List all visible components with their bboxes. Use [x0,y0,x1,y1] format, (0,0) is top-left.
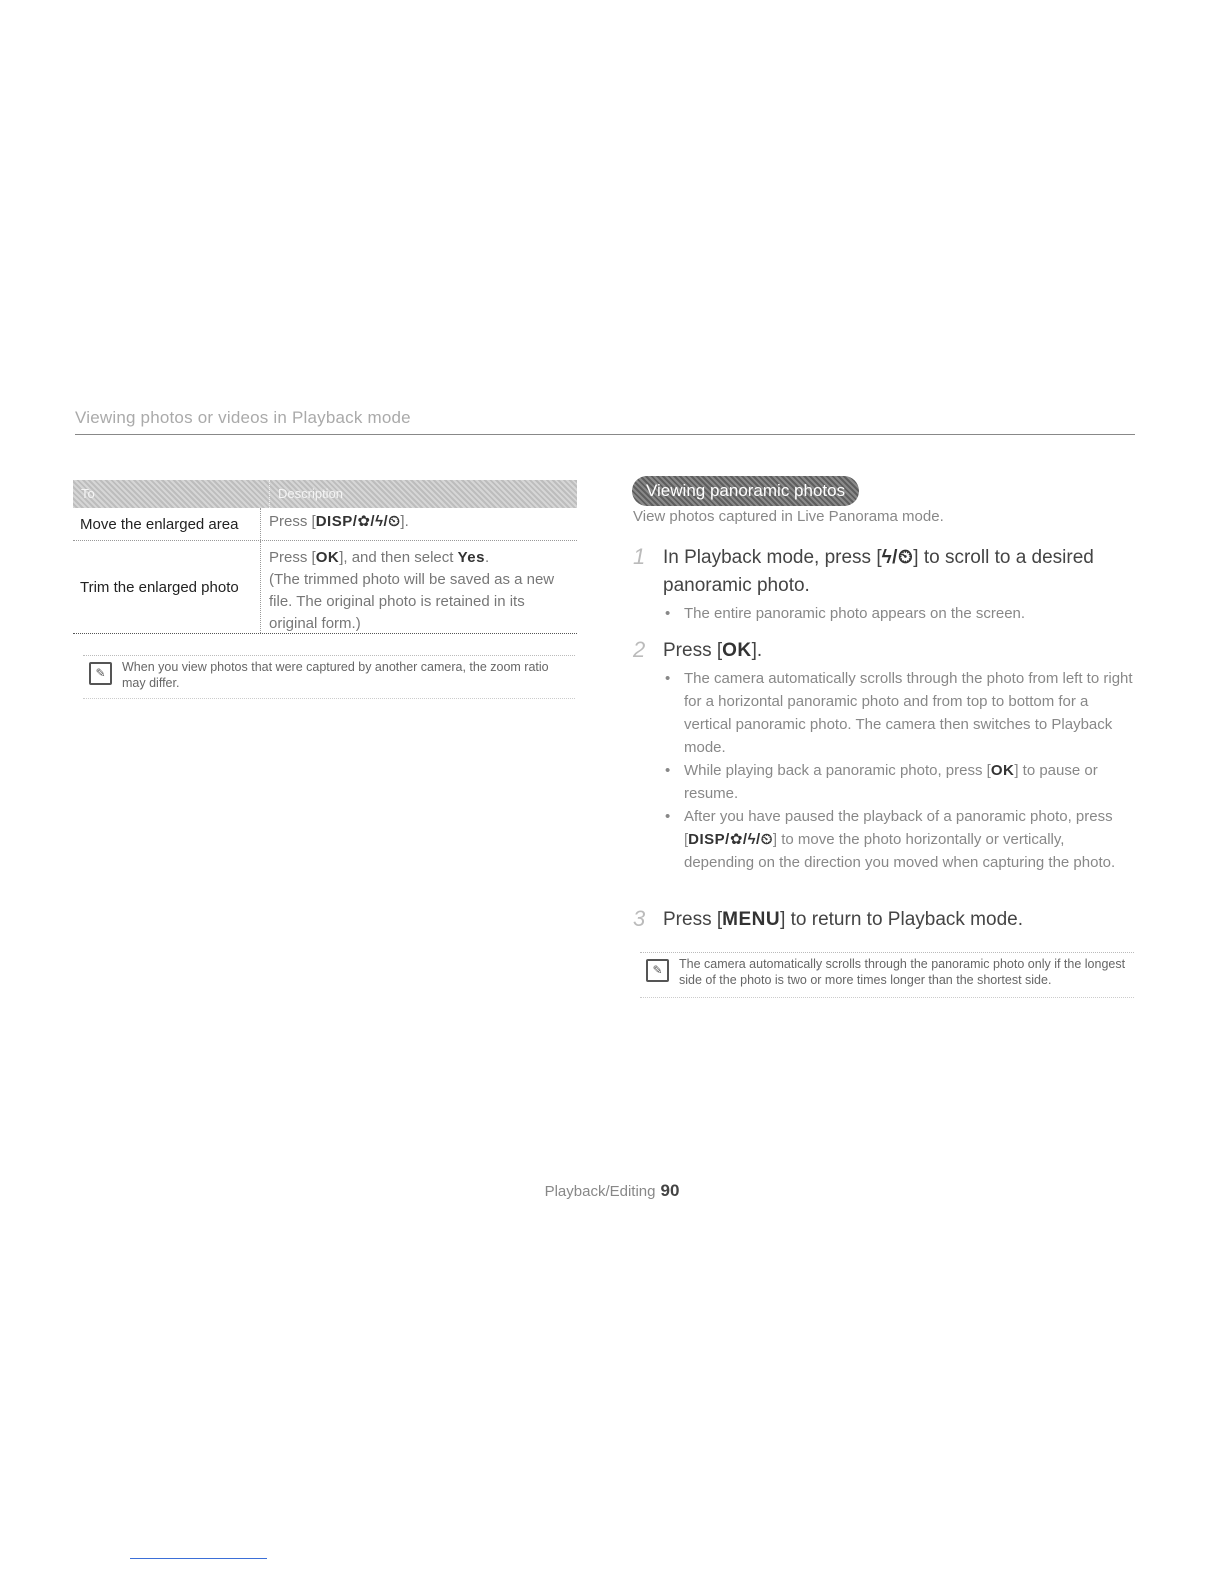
key-label: OK [315,549,340,566]
page-footer [0,1181,1224,1201]
note-pencil-icon: ✎ [646,959,669,982]
note-pencil-icon: ✎ [89,662,112,685]
footer-link-line [130,1558,267,1559]
page-header [75,408,1135,435]
trim-note: (The trimmed photo will be saved as a new file. The original photo is retained in its original form.) [269,571,555,632]
step-text: Press [OK]. [663,640,763,661]
list-item: • After you have paused the playback of a panoramic photo, press [DISP/✿/ϟ/⏲] to move the photo horizontally or vertically, depending on the direction you moved when capturing the photo. [663,805,1133,874]
key-label: ϟ/⏲ [881,547,914,568]
table-cell-description: Press [DISP/✿/ϟ/⏲]. [260,508,577,540]
key-label: OK [722,640,752,661]
step-1 [633,544,1133,625]
table-header-to: To [81,486,95,501]
page-header-title: Viewing photos or videos in Playback mode [75,408,411,427]
key-label: DISP/✿/ϟ/⏲ [688,831,773,848]
step-number: 1 [633,544,646,569]
step-number: 3 [633,906,646,931]
step-2 [633,637,1133,874]
step-3 [633,906,1133,934]
note-box-right [640,952,1134,998]
yes-label: Yes [457,549,485,566]
note-text-left: When you view photos that were captured by another camera, the zoom ratio may differ. [122,660,549,690]
page-number: 90 [660,1181,680,1200]
table-cell-description: Press [OK], and then select Yes. (The trimmed photo will be saved as a new file. The original photo is retained in its original form.) [260,541,577,633]
step-text: In Playback mode, press [ϟ/⏲] to scroll to a desired panoramic photo. [663,547,1094,596]
table-row [73,508,577,541]
note-text-right: The camera automatically scrolls through the panoramic photo only if the longest side of the photo is two or more times longer than the shortest side. [679,957,1126,987]
table-cell-to: Trim the enlarged photo [80,578,239,596]
list-item: • While playing back a panoramic photo, press [OK] to pause or resume. [663,759,1133,805]
key-label: MENU [722,909,781,930]
table-header [73,480,577,508]
section-title: Viewing panoramic photos [632,476,859,506]
step-1-bullets [663,602,1133,625]
note-box-left [83,655,575,699]
options-table [73,480,577,634]
footer-section: Playback/Editing [544,1183,656,1200]
step-number: 2 [633,637,646,662]
list-item: • The camera automatically scrolls through the photo from left to right for a horizontal panoramic photo and from top to bottom for a vertical panoramic photo. The camera then switches to Playback mode. [663,667,1133,759]
table-cell-to: Move the enlarged area [80,515,239,533]
key-label: OK [990,762,1015,779]
key-label: DISP/✿/ϟ/⏲ [315,513,401,530]
table-header-description: Description [269,480,577,508]
list-item: • The entire panoramic photo appears on the screen. [663,602,1133,625]
step-text: Press [MENU] to return to Playback mode. [663,909,1023,930]
step-2-bullets [663,667,1133,874]
section-subtitle: View photos captured in Live Panorama mode. [633,508,944,525]
table-row [73,541,577,634]
